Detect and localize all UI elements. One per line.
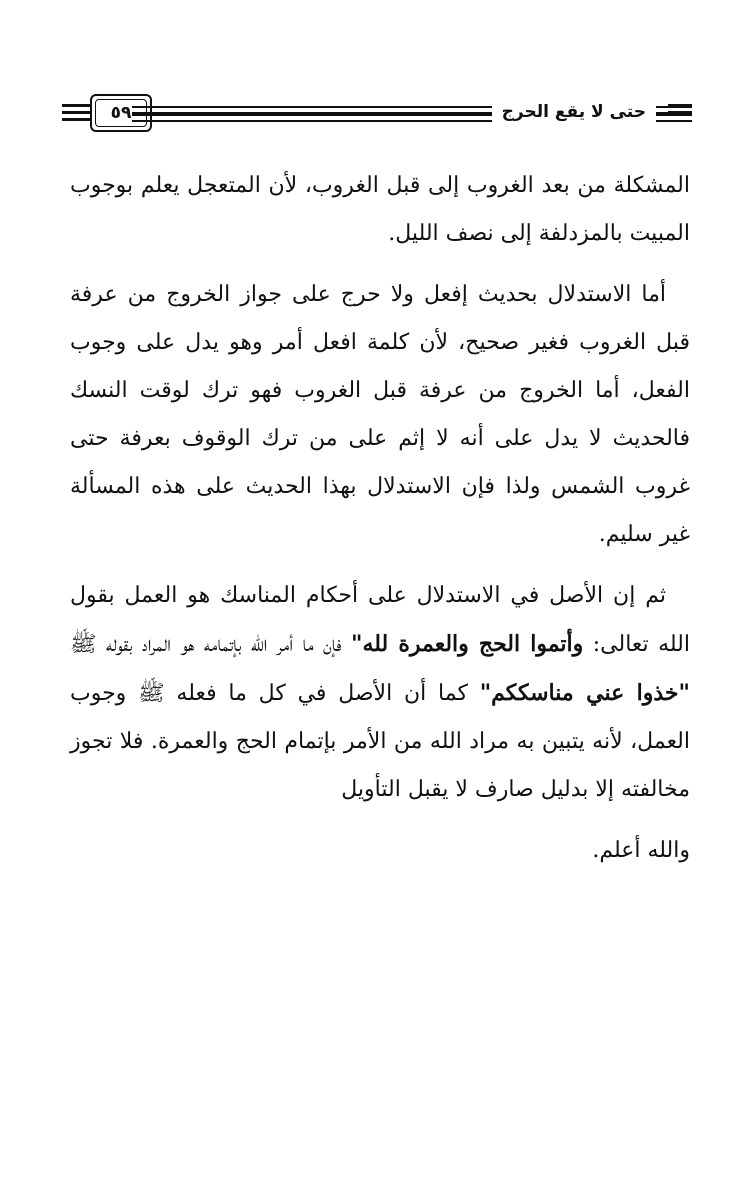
page-number: ٥٩	[110, 103, 132, 123]
header-left-bars	[62, 104, 90, 122]
paragraph-1: المشكلة من بعد الغروب إلى قبل الغروب، لأن المتعجل يعلم بوجوب المبيت بالمزدلفة إلى نصف الليل.	[70, 173, 690, 246]
paragraph-3-end: كما أن الأصل في كل ما فعله ﷺ وجوب العمل، لأنه يتبين به مراد الله من الأمر بإتمام الحج والعمرة. فلا تجوز مخالفته إلا بدليل صارف لا يقبل التأويل	[70, 681, 690, 802]
quran-verse-quote: وأتموا الحج والعمرة لله"	[350, 631, 584, 657]
page-header	[62, 92, 692, 138]
closing-line: والله أعلم.	[592, 838, 690, 863]
hadith-quote: "خذوا عني مناسككم"	[479, 680, 690, 706]
running-title: حتى لا يقع الحرج	[492, 99, 656, 125]
paragraph-3-middle: فإن ما أمر الله بإتمامه هو المراد بقوله ﷺ	[70, 632, 351, 657]
paragraph-2: أما الاستدلال بحديث إفعل ولا حرج على جواز الخروج من عرفة قبل الغروب فغير صحيح، لأن كلمة افعل أمر وهو يدل على وجوب الفعل، أما الخروج من عرفة قبل الغروب فهو ترك لوقت النسك فالحديث لا يدل على أنه لا إثم على من ترك الوقوف بعرفة حتى غروب الشمس ولذا فإن الاستدلال بهذا الحديث على هذه المسألة غير سليم.	[70, 282, 691, 547]
paragraph-3-intro: ثم إن الأصل في الاستدلال على أحكام المناسك هو العمل بقول الله تعالى:	[70, 583, 690, 657]
body-text	[70, 162, 690, 888]
header-end-ornament-icon	[668, 104, 692, 122]
header-rules	[132, 92, 692, 138]
paragraph-3	[70, 572, 690, 814]
